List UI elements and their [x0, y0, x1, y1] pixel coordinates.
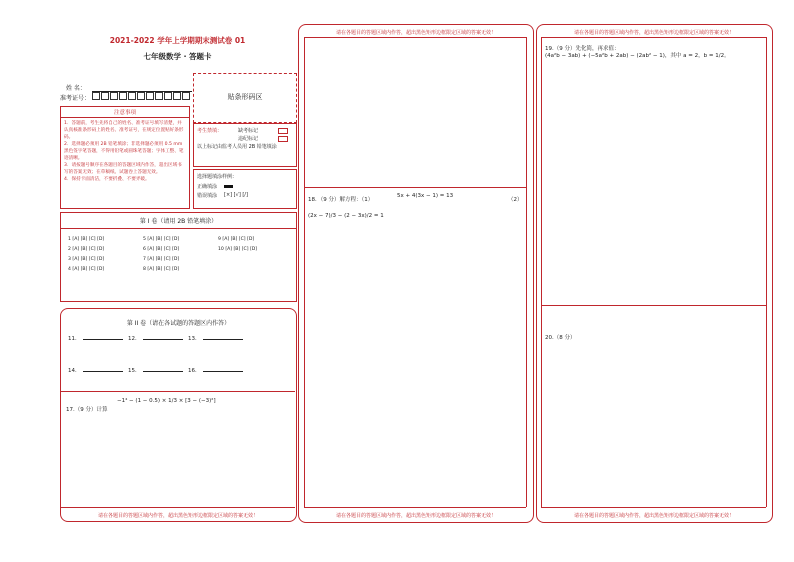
- choice-row-8[interactable]: 8 [A] [B] [C] [D]: [143, 267, 180, 272]
- col2-left-border: [304, 37, 305, 507]
- col1-bottom-line: [61, 507, 295, 508]
- barcode-label: 贴条形码区: [227, 93, 263, 101]
- part2-divider: [61, 391, 295, 392]
- wrong-fill-label: 错误填涂: [197, 193, 218, 199]
- violation-label: 违纪标记: [238, 136, 259, 142]
- correct-fill-label: 正确填涂: [197, 184, 218, 190]
- page-subtitle: 七年级数学 · 答题卡: [143, 52, 212, 61]
- col3-panel: [536, 24, 773, 523]
- col3-bottom-line: [541, 507, 766, 508]
- q19-expression: (4a²b − 3ab) + (−5a²b + 2ab) − (2ab² − 1)，其中 a = 2，b = 1/2。: [545, 53, 730, 59]
- missing-label: 缺考标记: [238, 128, 259, 134]
- q19-label: 19.（9 分）先化简，再求值：: [545, 46, 620, 52]
- col2-panel: [298, 24, 534, 523]
- correct-fill-mark: [224, 185, 233, 188]
- q18-equation-1: 5x + 4(3x − 1) = 13: [397, 193, 454, 199]
- notice-item-3: 3．请按题号顺序在各题目的答题区域内作答，超出区域书写的答案无效；在草稿纸、试题卷上答题无效。: [64, 163, 182, 175]
- notice-item-2: 2．选择题必须用 2B 铅笔填涂；非选择题必须用 0.5 mm 黑色签字笔答题，不得用铅笔或圆珠笔答题；字体工整、笔迹清晰。: [64, 142, 184, 161]
- name-label: 姓 名：: [66, 85, 86, 92]
- missing-checkbox[interactable]: [278, 128, 288, 134]
- exam-note-instruction: 以上标记由监考人员用 2B 铅笔填涂: [197, 144, 277, 150]
- col2-bottom-line: [304, 507, 526, 508]
- col3-bottom-warning: 请在各题目的答题区域内作答，超出黑色矩形边框限定区域的答案无效！: [573, 513, 734, 519]
- notice-title: 注意事项: [61, 107, 189, 118]
- page-title: 2021-2022 学年上学期期末测试卷 01: [109, 36, 246, 45]
- notice-box: [60, 106, 190, 209]
- part2-title: 第 II 卷（请在各试题的答题区内作答）: [126, 320, 231, 327]
- col3-mid-line: [541, 305, 766, 306]
- choice-row-1[interactable]: 1 [A] [B] [C] [D]: [68, 237, 105, 242]
- violation-checkbox[interactable]: [278, 136, 288, 142]
- col3-right-border: [766, 37, 767, 507]
- exam-note-box: [193, 123, 297, 167]
- id-label: 准考证号：: [60, 95, 91, 102]
- choice-row-4[interactable]: 4 [A] [B] [C] [D]: [68, 267, 105, 272]
- q17-expression: −1⁴ − (1 − 0.5) × 1/3 × [3 − (−3)²]: [117, 398, 216, 404]
- q11[interactable]: 11．: [68, 334, 123, 342]
- col2-right-border: [526, 37, 527, 507]
- q14[interactable]: 14．: [68, 366, 123, 374]
- col2-top-line: [304, 37, 526, 38]
- fill-sample-title: 选择题填涂样例：: [197, 174, 238, 180]
- exam-note-label: 考生禁填：: [197, 128, 223, 134]
- col1-bottom-warning: 请在各题目的答题区域内作答，超出黑色矩形边框限定区域的答案无效！: [97, 513, 258, 519]
- col3-left-border: [541, 37, 542, 507]
- q12[interactable]: 12．: [128, 334, 183, 342]
- part1-title: 第 I 卷（请用 2B 铅笔填涂）: [61, 213, 296, 229]
- choice-row-7[interactable]: 7 [A] [B] [C] [D]: [143, 257, 180, 262]
- q16[interactable]: 16．: [188, 366, 243, 374]
- notice-item-1: 1．答题前，考生先将自己的姓名、准考证号填写清楚，并认真核准条形码上的姓名、准考证号，在规定位置贴好条形码。: [64, 121, 184, 140]
- col3-top-warning: 请在各题目的答题区域内作答，超出黑色矩形边框限定区域的答案无效！: [573, 30, 734, 36]
- choice-row-3[interactable]: 3 [A] [B] [C] [D]: [68, 257, 105, 262]
- col2-mid-line: [304, 187, 526, 188]
- q13[interactable]: 13．: [188, 334, 243, 342]
- col2-bottom-warning: 请在各题目的答题区域内作答，超出黑色矩形边框限定区域的答案无效！: [335, 513, 496, 519]
- col3-top-line: [541, 37, 766, 38]
- choice-row-10[interactable]: 10 [A] [B] [C] [D]: [218, 247, 258, 252]
- wrong-fill-marks: [×] [√] [/]: [224, 192, 248, 198]
- q17-label: 17.（9 分）计算: [66, 407, 108, 413]
- q18-label: 18．（9 分）解方程：（1）: [308, 197, 374, 203]
- choice-row-2[interactable]: 2 [A] [B] [C] [D]: [68, 247, 105, 252]
- choice-row-5[interactable]: 5 [A] [B] [C] [D]: [143, 237, 180, 242]
- id-cells[interactable]: [92, 92, 191, 100]
- q18-equation-2: (2x − 7)/3 − (2 − 3x)/2 = 1: [308, 213, 384, 219]
- choice-row-6[interactable]: 6 [A] [B] [C] [D]: [143, 247, 180, 252]
- barcode-area: [193, 73, 297, 123]
- choice-row-9[interactable]: 9 [A] [B] [C] [D]: [218, 237, 255, 242]
- q20-label: 20.（8 分）: [545, 335, 576, 341]
- q15[interactable]: 15．: [128, 366, 183, 374]
- fill-sample-box: [193, 169, 297, 209]
- q18-part-2: （2）: [508, 197, 523, 203]
- col2-top-warning: 请在各题目的答题区域内作答，超出黑色矩形边框限定区域的答案无效！: [335, 30, 496, 36]
- notice-item-4: 4．保持卡面清洁，不要折叠、不要弄破。: [64, 177, 150, 182]
